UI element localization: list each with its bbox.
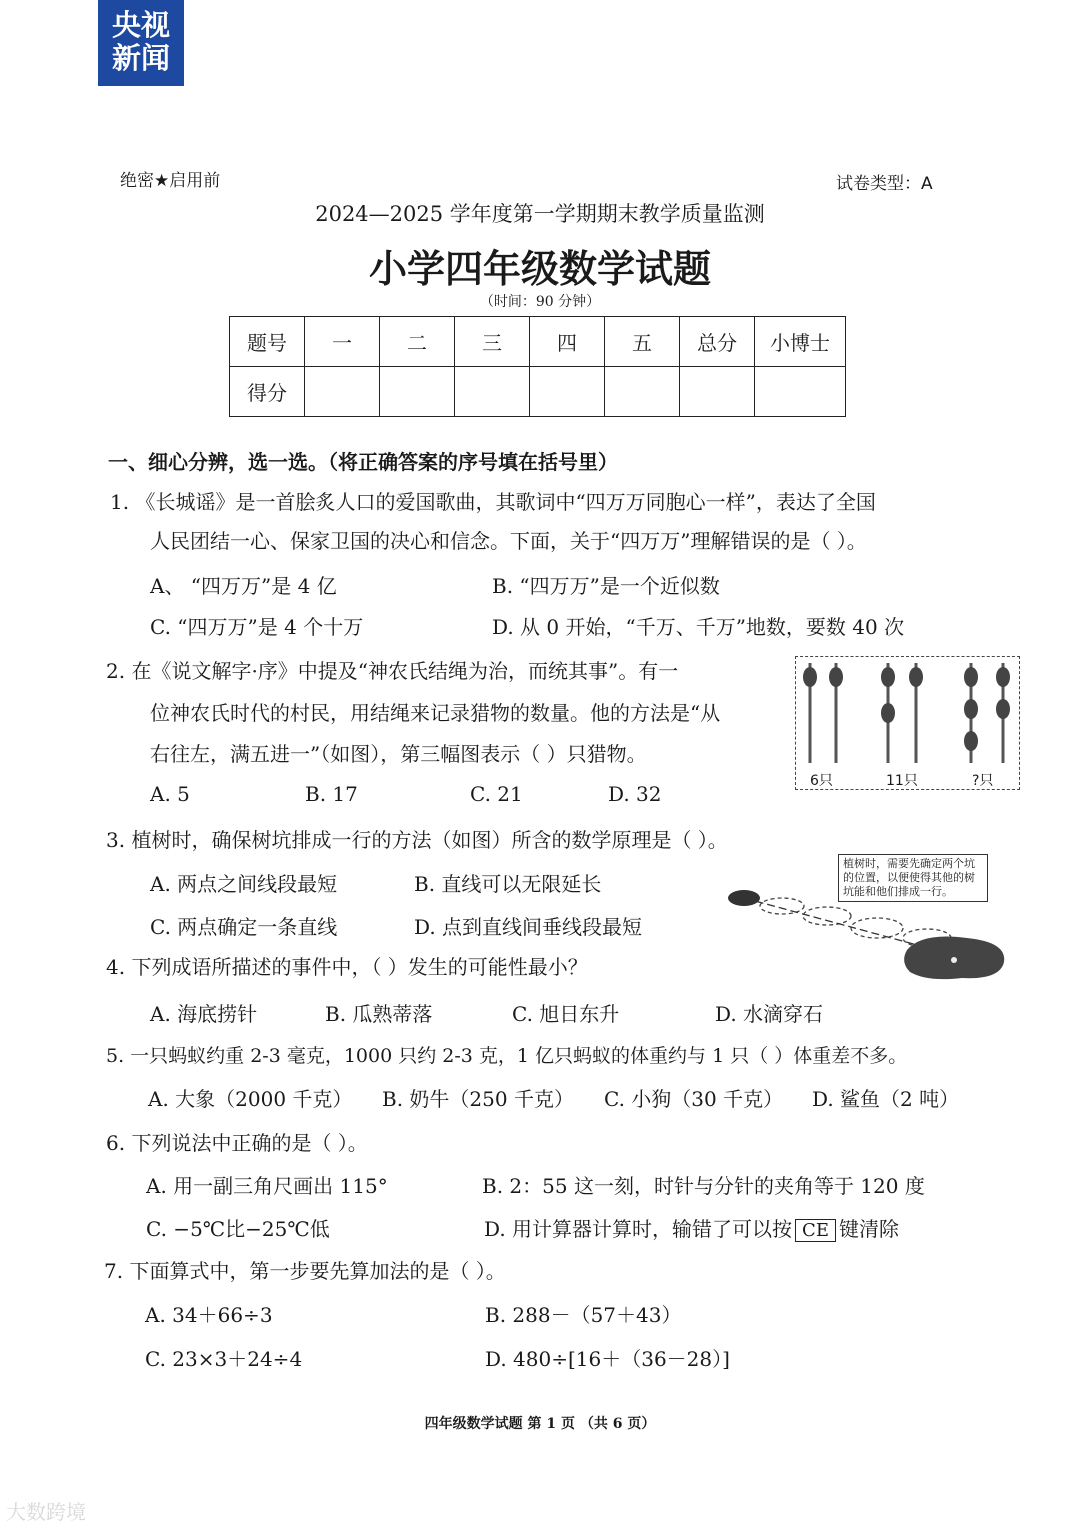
q4-stem: 4. 下列成语所描述的事件中，（ ）发生的可能性最小？: [106, 955, 588, 979]
score-cell: 四: [530, 317, 605, 367]
score-blank-cell[interactable]: [455, 367, 530, 417]
watermark: 大数跨境: [6, 1500, 86, 1524]
score-table-score-row: [230, 367, 846, 417]
q4-option-a[interactable]: A. 海底捞针: [150, 1002, 258, 1026]
score-cell: 总分: [680, 317, 755, 367]
score-blank-cell[interactable]: [605, 367, 680, 417]
q7-option-b[interactable]: B. 288－（57＋43）: [485, 1303, 682, 1327]
score-blank-cell[interactable]: [380, 367, 455, 417]
score-cell: 二: [380, 317, 455, 367]
rope-drawing: [796, 657, 1018, 769]
tree-pit-figure: [722, 880, 1012, 990]
tree-planting-note: 植树时，需要先确定两个坑的位置，以便使得其他的树坑能和他们排成一行。: [838, 854, 988, 902]
q7-option-d[interactable]: D. 480÷[16＋（36－28）]: [485, 1347, 730, 1371]
q4-option-c[interactable]: C. 旭日东升: [512, 1002, 620, 1026]
score-table: [229, 316, 846, 417]
cctv-news-logo: [98, 0, 184, 86]
q1-stem-line1: 1. 《长城谣》是一首脍炙人口的爱国歌曲，其歌词中“四万万同胞心一样”，表达了全国: [110, 490, 876, 514]
q2-option-a[interactable]: A. 5: [150, 782, 190, 806]
score-blank-cell[interactable]: [305, 367, 380, 417]
score-table-header-row: [230, 317, 846, 367]
knot-label-1: 6只: [810, 773, 833, 789]
score-blank-cell[interactable]: [755, 367, 846, 417]
q6-option-d-prefix: D. 用计算器计算时，输错了可以按: [484, 1217, 793, 1241]
score-cell: 三: [455, 317, 530, 367]
knotted-rope-figure: [795, 656, 1020, 790]
score-cell: 一: [305, 317, 380, 367]
q2-option-d[interactable]: D. 32: [608, 782, 662, 806]
q7-option-c[interactable]: C. 23×3＋24÷4: [145, 1347, 303, 1371]
q3-option-d[interactable]: D. 点到直线间垂线段最短: [414, 915, 643, 939]
section-heading: 一、细心分辨，选一选。（将正确答案的序号填在括号里）: [108, 450, 618, 474]
score-cell: 题号: [230, 317, 305, 367]
q7-option-a[interactable]: A. 34＋66÷3: [145, 1303, 273, 1327]
q6-option-b[interactable]: B. 2：55 这一刻，时针与分针的夹角等于 120 度: [482, 1174, 925, 1198]
knot-label-2: 11只: [886, 773, 918, 789]
q1-option-a[interactable]: A、 “四万万”是 4 亿: [150, 574, 337, 598]
secret-label: 绝密★启用前: [120, 171, 221, 191]
q6-option-d[interactable]: [484, 1213, 899, 1242]
logo-line2: 新闻: [111, 41, 170, 75]
q2-stem-line1: 2. 在《说文解字·序》中提及“神农氏结绳为治，而统其事”。有一: [106, 659, 679, 683]
exam-time: （时间：90 分钟）: [479, 294, 601, 310]
q2-stem-line2: 位神农氏时代的村民，用结绳来记录猎物的数量。他的方法是“从: [150, 701, 721, 725]
q7-stem: 7. 下面算式中，第一步要先算加法的是（ ）。: [104, 1259, 506, 1283]
q5-option-b[interactable]: B. 奶牛（250 千克）: [382, 1087, 574, 1111]
score-row-label: 得分: [230, 367, 305, 417]
q2-option-c[interactable]: C. 21: [470, 782, 523, 806]
q3-option-a[interactable]: A. 两点之间线段最短: [150, 872, 338, 896]
score-cell: 五: [605, 317, 680, 367]
q1-option-d[interactable]: D. 从 0 开始，“千万、千万”地数，要数 40 次: [492, 615, 905, 639]
q5-option-c[interactable]: C. 小狗（30 千克）: [604, 1087, 784, 1111]
ce-key-icon: CE: [795, 1219, 836, 1242]
q1-option-c[interactable]: C. “四万万”是 4 个十万: [150, 615, 364, 639]
score-blank-cell[interactable]: [680, 367, 755, 417]
q4-option-b[interactable]: B. 瓜熟蒂落: [325, 1002, 433, 1026]
q6-option-d-suffix: 键清除: [838, 1217, 899, 1241]
q6-stem: 6. 下列说法中正确的是（ ）。: [106, 1131, 368, 1155]
q1-option-b[interactable]: B. “四万万”是一个近似数: [492, 574, 720, 598]
q3-option-b[interactable]: B. 直线可以无限延长: [414, 872, 602, 896]
q5-option-a[interactable]: A. 大象（2000 千克）: [148, 1087, 353, 1111]
q3-stem: 3. 植树时，确保树坑排成一行的方法（如图）所含的数学原理是（ ）。: [106, 828, 728, 852]
score-blank-cell[interactable]: [530, 367, 605, 417]
q5-option-d[interactable]: D. 鲨鱼（2 吨）: [812, 1087, 960, 1111]
q2-stem-line3: 右往左，满五进一”（如图），第三幅图表示（ ）只猎物。: [150, 742, 647, 766]
logo-line1: 央视: [111, 8, 170, 42]
page-footer: 四年级数学试题 第 1 页 （共 6 页）: [424, 1416, 656, 1432]
paper-type-label: 试卷类型：A: [836, 174, 933, 194]
score-cell: 小博士: [755, 317, 846, 367]
q3-option-c[interactable]: C. 两点确定一条直线: [150, 915, 338, 939]
q5-stem: 5. 一只蚂蚁约重 2-3 毫克，1000 只约 2-3 克，1 亿只蚂蚁的体重约与 1 只（ ）体重差不多。: [106, 1045, 908, 1067]
q1-stem-line2: 人民团结一心、保家卫国的决心和信念。下面，关于“四万万”理解错误的是（ ）。: [150, 529, 867, 553]
q2-option-b[interactable]: B. 17: [305, 782, 358, 806]
q4-option-d[interactable]: D. 水滴穿石: [715, 1002, 824, 1026]
q6-option-c[interactable]: C. −5℃比−25℃低: [146, 1217, 330, 1241]
knot-label-3: ?只: [972, 773, 994, 789]
exam-subtitle: 2024—2025 学年度第一学期期末教学质量监测: [315, 202, 765, 226]
q6-option-a[interactable]: A. 用一副三角尺画出 115°: [146, 1174, 388, 1198]
exam-title: 小学四年级数学试题: [368, 247, 711, 291]
